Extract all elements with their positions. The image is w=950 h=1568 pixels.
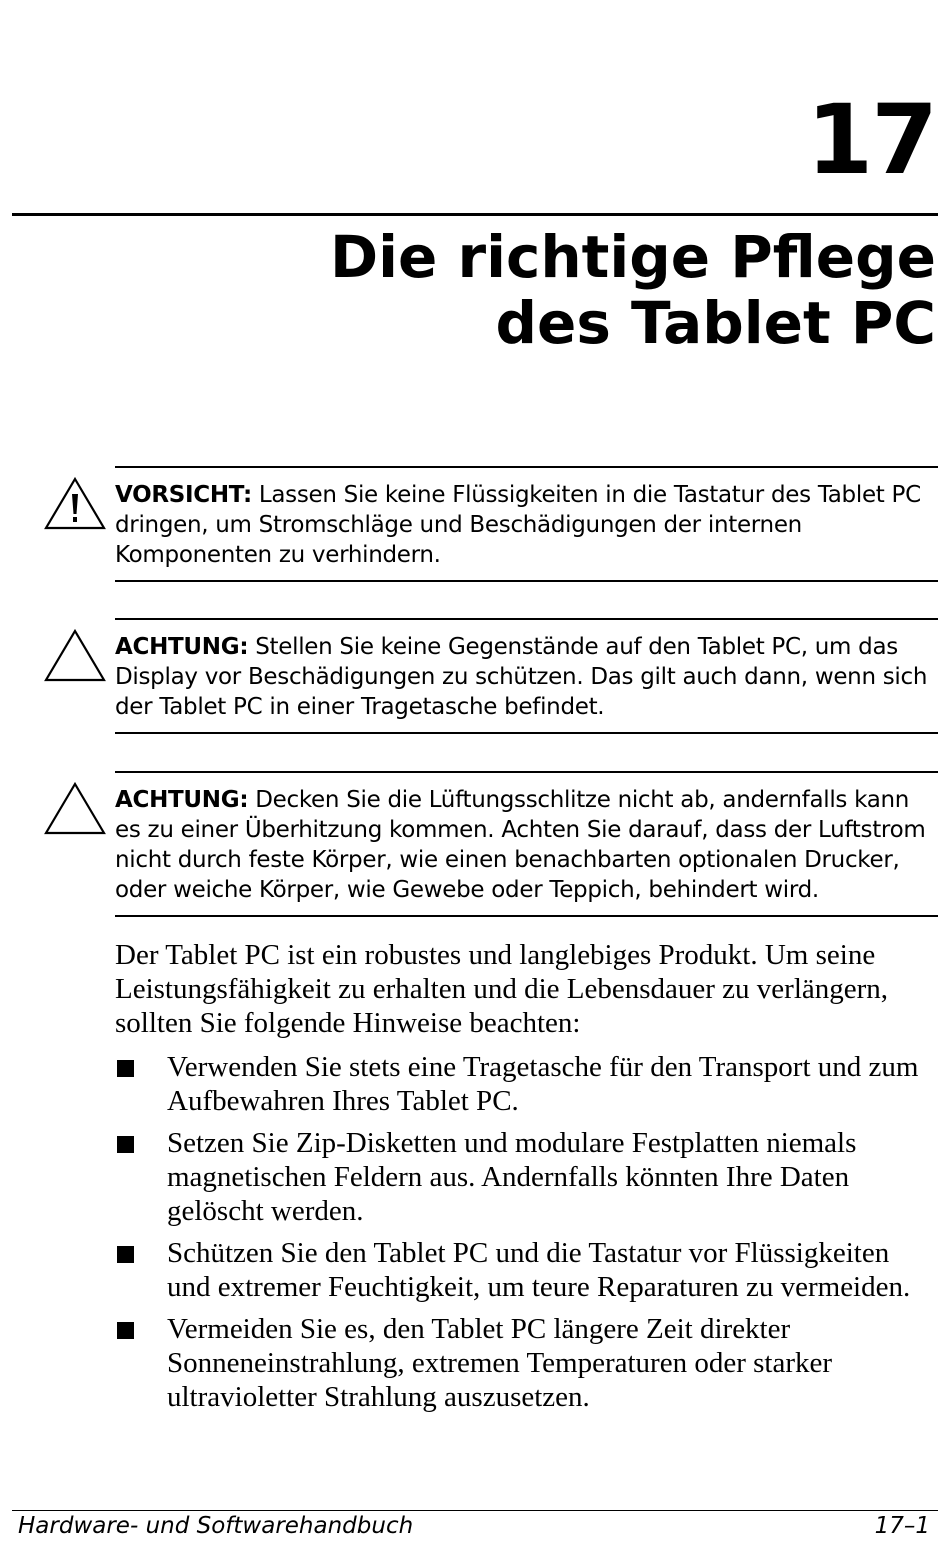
chapter-title-line2: des Tablet PC xyxy=(495,289,936,357)
notice-rule-bottom xyxy=(115,915,938,917)
notice-body: Decken Sie die Lüftungsschlitze nicht ab, andernfalls kann es zu einer Überhitzung kommen. Achten Sie darauf, dass der Luftstrom nicht durch feste Körper, wie einen benachbarten optionalen Drucker, oder weiche Körper, wie Gewebe oder Teppich, behindert wird. xyxy=(115,787,926,903)
list-item-text: Schützen Sie den Tablet PC und die Tastatur vor Flüssigkeiten und extremer Feuchtigkeit, um teure Reparaturen zu vermeiden. xyxy=(167,1237,911,1303)
list-item xyxy=(115,1126,938,1228)
page-footer xyxy=(18,1513,930,1539)
notice-body: Stellen Sie keine Gegenstände auf den Tablet PC, um das Display vor Beschädigungen zu schützen. Das gilt auch dann, wenn sich der Tablet PC in einer Tragetasche befindet. xyxy=(115,634,928,720)
chapter-rule xyxy=(12,213,938,216)
footer-rule xyxy=(12,1510,938,1511)
caution-icon xyxy=(44,628,106,682)
chapter-number: 17 xyxy=(806,84,936,196)
notice-caution xyxy=(115,771,938,917)
list-item-text: Verwenden Sie stets eine Tragetasche für den Transport und zum Aufbewahren Ihres Tablet PC. xyxy=(167,1051,919,1117)
notice-label: ACHTUNG: xyxy=(115,787,249,813)
notice-warning xyxy=(115,466,938,582)
list-item xyxy=(115,1236,938,1304)
notice-text xyxy=(115,773,938,915)
caution-icon xyxy=(44,781,106,835)
bullet-square-icon xyxy=(117,1060,134,1077)
notice-rule-bottom xyxy=(115,580,938,582)
list-item xyxy=(115,1050,938,1118)
notice-label: VORSICHT: xyxy=(115,482,252,508)
care-tips-list xyxy=(115,1050,938,1414)
notice-rule-bottom xyxy=(115,732,938,734)
notice-label: ACHTUNG: xyxy=(115,634,249,660)
chapter-title xyxy=(330,224,936,356)
bullet-square-icon xyxy=(117,1322,134,1339)
bullet-square-icon xyxy=(117,1136,134,1153)
bullet-square-icon xyxy=(117,1246,134,1263)
chapter-title-line1: Die richtige Pflege xyxy=(329,223,936,291)
list-item-text: Setzen Sie Zip-Disketten und modulare Festplatten niemals magnetischen Feldern aus. Andernfalls könnten Ihre Daten gelöscht werden. xyxy=(167,1127,857,1227)
body-text xyxy=(115,938,938,1422)
list-item xyxy=(115,1312,938,1414)
notice-caution xyxy=(115,618,938,734)
intro-paragraph: Der Tablet PC ist ein robustes und langlebiges Produkt. Um seine Leistungsfähigkeit zu erhalten und die Lebensdauer zu verlängern, sollten Sie folgende Hinweise beachten: xyxy=(115,939,889,1039)
warning-icon xyxy=(44,476,106,530)
list-item-text: Vermeiden Sie es, den Tablet PC längere Zeit direkter Sonneneinstrahlung, extremen Temperaturen oder starker ultravioletter Strahlung auszusetzen. xyxy=(167,1313,833,1413)
notice-text xyxy=(115,468,938,580)
footer-book-title: Hardware- und Softwarehandbuch xyxy=(18,1513,414,1539)
footer-page-number: 17–1 xyxy=(874,1513,930,1539)
notice-body: Lassen Sie keine Flüssigkeiten in die Tastatur des Tablet PC dringen, um Stromschläge und Beschädigungen der internen Komponenten zu verhindern. xyxy=(115,482,921,568)
notice-text xyxy=(115,620,938,732)
